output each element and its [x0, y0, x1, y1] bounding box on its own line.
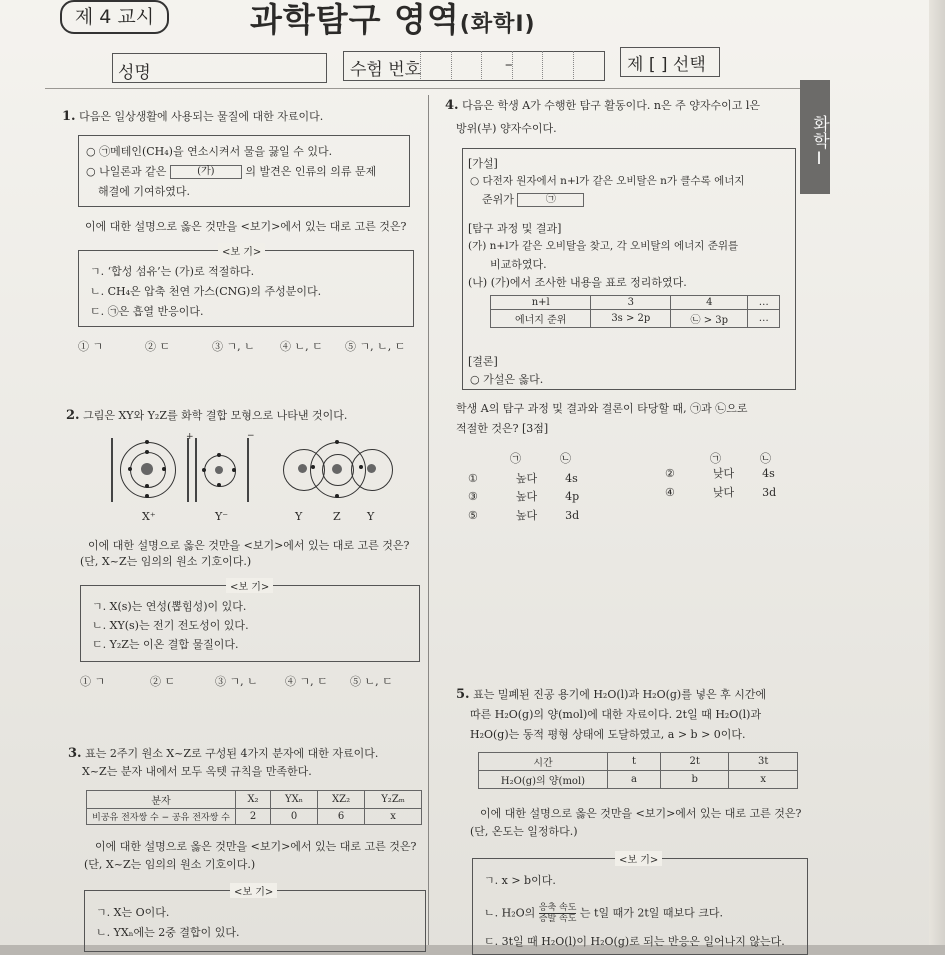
- q5-table: [478, 752, 798, 789]
- q4-cell-1: 3s > 2p: [591, 310, 671, 328]
- q4-col-head-1: ㉠: [510, 452, 521, 465]
- z-nucleus: [332, 464, 342, 474]
- q1-box-line2a: ○ 나일론과 같은: [86, 165, 167, 178]
- q4-th-1: 3: [591, 296, 671, 310]
- title-subject: (화학Ⅰ): [459, 12, 536, 37]
- label-y-right: Y: [367, 510, 375, 523]
- q3-th-3: XZ₂: [318, 791, 365, 809]
- q4-col-head-4: ㉡: [760, 452, 771, 465]
- q3-th-4: Y₂Zₘ: [365, 791, 422, 809]
- q4-choice-1[interactable]: ① 높다 4s: [468, 472, 578, 485]
- q1-choice-5[interactable]: ⑤ ㄱ, ㄴ, ㄷ: [345, 340, 406, 353]
- q4-concl: ○ 가설은 옳다.: [470, 373, 544, 386]
- q1-choice-4[interactable]: ④ ㄴ, ㄷ: [280, 340, 323, 353]
- q5-bogi-1: ㄱ. x > b이다.: [484, 874, 556, 887]
- q1-box-line1: ○ ㉠메테인(CH₄)을 연소시켜서 물을 끓일 수 있다.: [86, 145, 333, 158]
- q4-col-head-2: ㉡: [560, 452, 571, 465]
- q5-cell-3: x: [729, 771, 798, 789]
- q3-stem1: 표는 2주기 원소 X~Z로 구성된 4가지 분자에 대한 자료이다.: [85, 747, 379, 760]
- q3-cell-1: 2: [236, 809, 271, 825]
- q1-bogi-title: <보 기>: [218, 243, 265, 258]
- q4-choice-5[interactable]: ⑤ 높다 3d: [468, 509, 580, 522]
- q5-stem-line3: H₂O(g)는 동적 평형 상태에 도달하였고, a > b > 0이다.: [470, 728, 746, 741]
- q4-stem-line1: [445, 97, 760, 114]
- q4-stem1: 다음은 학생 A가 수행한 탐구 활동이다. n은 주 양자수이고 l은: [462, 99, 760, 112]
- period-badge: 제 4 교시: [60, 0, 169, 34]
- q3-bogi-2: ㄴ. YXₙ에는 2중 결합이 있다.: [96, 926, 240, 939]
- q2-stem: [66, 407, 347, 424]
- name-label: 성명: [118, 63, 151, 83]
- page-title: [250, 0, 536, 41]
- q3-th-1: X₂: [236, 791, 271, 809]
- q1-choice-3[interactable]: ③ ㄱ, ㄴ: [212, 340, 255, 353]
- q2-bogi-title: <보 기>: [226, 578, 273, 593]
- column-divider: [428, 95, 429, 945]
- q3-cell-3: 6: [318, 809, 365, 825]
- exam-number-dash: –: [505, 55, 513, 73]
- q2-question: 이에 대한 설명으로 옳은 것만을 <보기>에서 있는 대로 고른 것은?: [88, 539, 410, 552]
- q4-hyp-blank: ㉠: [517, 193, 584, 207]
- q4-hyp-title: [가설]: [468, 157, 498, 170]
- q2-choice-3[interactable]: ③ ㄱ, ㄴ: [215, 675, 258, 688]
- q5-fraction-num: 응축 속도: [538, 903, 577, 913]
- q3-th-2: YXₙ: [271, 791, 318, 809]
- label-y-ion: Y⁻: [215, 510, 229, 523]
- q3-stem-line1: [68, 745, 378, 762]
- q4-stem-line2: 방위(부) 양자수이다.: [456, 122, 557, 135]
- title-text: 과학탐구 영역: [250, 0, 460, 39]
- q3-bogi-1: ㄱ. X는 O이다.: [96, 906, 170, 919]
- q2-bogi-1: ㄱ. X(s)는 연성(뽑힘성)이 있다.: [92, 600, 247, 613]
- q5-fraction-den: 증발 속도: [538, 914, 577, 924]
- q4-choice-3[interactable]: ③ 높다 4p: [468, 490, 580, 503]
- q5-row-label: H₂O(g)의 양(mol): [479, 771, 608, 789]
- q4-cell-2: ㉡ > 3p: [671, 310, 748, 328]
- q3-th-0: 분자: [87, 791, 236, 809]
- q5-stem-line1: [456, 686, 766, 703]
- q3-bogi-title: <보 기>: [230, 883, 277, 898]
- q4-col-head-3: ㉠: [710, 452, 721, 465]
- q4-proc-line1: (가) n+l가 같은 오비탈을 찾고, 각 오비탈의 에너지 준위를: [468, 240, 739, 252]
- q2-bogi-2: ㄴ. XY(s)는 전기 전도성이 있다.: [92, 619, 249, 632]
- x-ion-charge: +: [186, 432, 194, 442]
- q3-number: 3.: [68, 746, 82, 761]
- q5-question: 이에 대한 설명으로 옳은 것만을 <보기>에서 있는 대로 고른 것은?: [480, 807, 802, 820]
- y-right-nucleus: [367, 464, 376, 473]
- q1-stem: [62, 108, 323, 125]
- q4-number: 4.: [445, 98, 459, 113]
- q5-bogi-title: <보 기>: [615, 851, 662, 866]
- q5-th-1: t: [608, 753, 661, 771]
- q1-question: 이에 대한 설명으로 옳은 것만을 <보기>에서 있는 대로 고른 것은?: [85, 220, 407, 233]
- q1-choice-2[interactable]: ② ㄷ: [145, 340, 171, 353]
- q2-choice-4[interactable]: ④ ㄱ, ㄷ: [285, 675, 328, 688]
- q2-choice-1[interactable]: ① ㄱ: [80, 675, 106, 688]
- header-rule: [45, 88, 800, 89]
- q4-th-3: …: [748, 296, 780, 310]
- q4-question-line2: 적절한 것은? [3점]: [456, 422, 549, 435]
- y-left-nucleus: [298, 464, 307, 473]
- q4-question-line1: 학생 A의 탐구 과정 및 결과와 결론이 타당할 때, ㉠과 ㉡으로: [456, 402, 748, 415]
- y-ion-nucleus: [215, 466, 223, 474]
- q5-bogi-3: ㄷ. 3t일 때 H₂O(l)이 H₂O(g)로 되는 반응은 일어나지 않는다.: [484, 935, 785, 948]
- q5-bogi-2: ㄴ. H₂O의 응축 속도 증발 속도 는 t일 때가 2t일 때보다 크다.: [484, 903, 723, 924]
- q1-box-line2b: 의 발견은 인류의 의류 문제: [245, 165, 377, 178]
- q5-cell-2: b: [660, 771, 729, 789]
- q3-stem-line2: X~Z는 분자 내에서 모두 옥텟 규칙을 만족한다.: [82, 765, 312, 778]
- q5-th-0: 시간: [479, 753, 608, 771]
- q1-box-line3: 해결에 기여하였다.: [98, 185, 191, 198]
- q1-bogi-1: ㄱ. ‘합성 섬유’는 (가)로 적절하다.: [90, 265, 255, 278]
- q4-proc-line3: (나) (가)에서 조사한 내용을 표로 정리하였다.: [468, 276, 687, 289]
- q1-choice-1[interactable]: ① ㄱ: [78, 340, 104, 353]
- q3-row-label: 비공유 전자쌍 수 − 공유 전자쌍 수: [87, 809, 236, 825]
- label-x-ion: X⁺: [142, 510, 156, 523]
- q4-hyp-line1: ○ 다전자 원자에서 n+l가 같은 오비탈은 n가 클수록 에너지: [470, 175, 745, 187]
- exam-number-label: 수험 번호: [350, 60, 422, 80]
- q3-bogi-box: [84, 890, 426, 952]
- q2-bogi-3: ㄷ. Y₂Z는 이온 결합 물질이다.: [92, 638, 239, 651]
- subject-side-tab: 화학Ⅰ: [800, 80, 830, 194]
- q4-table: [490, 295, 780, 328]
- q3-question: 이에 대한 설명으로 옳은 것만을 <보기>에서 있는 대로 고른 것은?: [95, 840, 417, 853]
- q2-choice-5[interactable]: ⑤ ㄴ, ㄷ: [350, 675, 393, 688]
- paper-edge: [929, 0, 945, 945]
- q5-th-3: 3t: [729, 753, 798, 771]
- q5-number: 5.: [456, 687, 470, 702]
- q3-note: (단, X~Z는 임의의 원소 기호이다.): [84, 858, 256, 871]
- q3-table: [86, 790, 422, 825]
- q5-th-2: 2t: [660, 753, 729, 771]
- q4-th-0: n+l: [491, 296, 591, 310]
- q2-choice-2[interactable]: ② ㄷ: [150, 675, 176, 688]
- q2-note: (단, X~Z는 임의의 원소 기호이다.): [80, 555, 252, 568]
- select-label: 제 [ ] 선택: [627, 55, 706, 75]
- q3-cell-2: 0: [271, 809, 318, 825]
- q5-stem-line2: 따른 H₂O(g)의 양(mol)에 대한 자료이다. 2t일 때 H₂O(l)과: [470, 708, 762, 721]
- q4-hyp2-text: 준위가: [482, 193, 514, 206]
- q1-bogi-2: ㄴ. CH₄은 압축 천연 가스(CNG)의 주성분이다.: [90, 285, 322, 298]
- q4-hyp-line2: [482, 191, 584, 208]
- q5-cell-1: a: [608, 771, 661, 789]
- q1-blank-ga: (가): [170, 165, 242, 179]
- q5-stem1: 표는 밀폐된 진공 용기에 H₂O(l)과 H₂O(g)를 넣은 후 시간에: [473, 688, 767, 701]
- q4-cell-3: …: [748, 310, 780, 328]
- q5-note: (단, 온도는 일정하다.): [470, 825, 578, 838]
- label-y-left: Y: [295, 510, 303, 523]
- label-z: Z: [333, 510, 341, 523]
- q4-proc-line2: 비교하였다.: [490, 258, 547, 271]
- q1-stem-text: 다음은 일상생활에 사용되는 물질에 대한 자료이다.: [79, 110, 324, 123]
- q4-choice-4[interactable]: ④ 낮다 3d: [665, 486, 777, 499]
- x-atom-nucleus: [141, 463, 153, 475]
- q1-box-line2: [86, 163, 376, 180]
- q3-cell-4: x: [365, 809, 422, 825]
- q4-cell-0: 에너지 준위: [491, 310, 591, 328]
- q1-bogi-3: ㄷ. ㉠은 흡열 반응이다.: [90, 305, 204, 318]
- y-ion-charge: −: [247, 431, 255, 441]
- q4-choice-2[interactable]: ② 낮다 4s: [665, 467, 775, 480]
- q4-th-2: 4: [671, 296, 748, 310]
- q1-number: 1.: [62, 109, 76, 124]
- q4-proc-title: [탐구 과정 및 결과]: [468, 222, 562, 235]
- q2-stem-text: 그림은 XY와 Y₂Z를 화학 결합 모형으로 나타낸 것이다.: [83, 409, 348, 422]
- q4-concl-title: [결론]: [468, 355, 498, 368]
- q2-number: 2.: [66, 408, 80, 423]
